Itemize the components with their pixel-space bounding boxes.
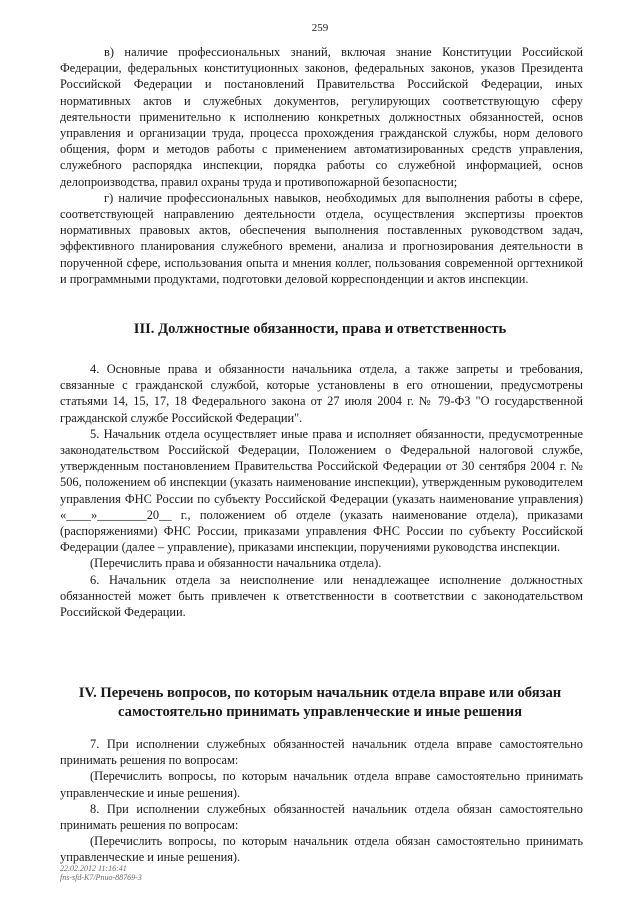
section-4-heading-line1: IV. Перечень вопросов, по которым начальник отдела вправе или обязан — [78, 685, 562, 701]
paragraph-7-note: (Перечислить вопросы, по которым начальник отдела вправе самостоятельно принимать управленческие и иные решения). — [60, 769, 583, 800]
footer-timestamp: 22.02.2012 11:16:41 — [60, 864, 127, 873]
paragraph-skills: г) наличие профессиональных навыков, необходимых для выполнения работы в сфере, соответствующей направлению деятельности отдела, осуществления экспертизы проектов нормативных правовых актов, обеспечения выполнения поставленных руководством задач, эффективного планирования служебного времени, анализа и прогнозирования деятельности в порученной сфере, использования опыта и мнения коллег, пользования современной оргтехникой и программными продуктами, подготовки деловой корреспонденции и актов инспекции. — [60, 190, 583, 286]
paragraph-8: 8. При исполнении служебных обязанностей начальник отдела обязан самостоятельно принимать решения по вопросам: — [60, 801, 583, 833]
paragraph-7: 7. При исполнении служебных обязанностей начальник отдела вправе самостоятельно принимать решения по вопросам: — [60, 737, 583, 768]
footer-document-id: fns-sfd-K7/Pnuo-88769-3 — [60, 873, 142, 882]
paragraph-5: 5. Начальник отдела осуществляет иные права и исполняет обязанности, предусмотренные законодательством Российской Федерации, Положением о Федеральной налоговой службе, утвержденным постановлением Правительства Российской Федерации от 30 сентября 2004 г. № 506, положением об инспекции (указать наименование инспекции), утвержденным руководителем управления ФНС России по субъекту Российской Федерации (указать наименование управления) «____»________20__ г., положением об отделе (указать наименование отдела), приказами (распоряжениями) ФНС России, приказами управления ФНС России по субъекту Российской Федерации (далее – управление), приказами инспекции, поручениями руководства инспекции. — [60, 426, 583, 555]
page-number: 259 — [311, 22, 329, 34]
section-4-heading-line2: самостоятельно принимать управленческие и иные решения — [118, 704, 522, 720]
section-4-body — [60, 736, 583, 866]
paragraph-4: 4. Основные права и обязанности начальника отдела, а также запреты и требования, связанные с гражданской службой, которые установлены в его отношении, предусмотрены статьями 14, 15, 17, 18 Федерального закона от 27 июля 2004 г. № 79-ФЗ "О государственной гражданской службе Российской Федерации". — [60, 362, 583, 425]
qualification-requirements — [60, 44, 583, 287]
paragraph-6: 6. Начальник отдела за неисполнение или ненадлежащее исполнение должностных обязанностей может быть привлечен к ответственности в соответствии с законодательством Российской Федерации. — [60, 572, 583, 620]
section-3-heading: III. Должностные обязанности, права и ответственность — [133, 321, 507, 337]
document-footer — [60, 864, 142, 882]
section-3-body — [60, 361, 583, 620]
section-4-heading — [40, 684, 600, 722]
paragraph-knowledge: в) наличие профессиональных знаний, включая знание Конституции Российской Федерации, федеральных конституционных законов, федеральных законов, указов Президента Российской Федерации и постановлений Правительства Российской Федерации, иных нормативных актов и служебных документов, регулирующих соответствующую сферу деятельности применительно к исполнению конкретных должностных обязанностей, основ управления и организации труда, процесса прохождения гражданской службы, норм делового общения, форм и методов работы с применением автоматизированных средств управления, служебного распорядка инспекции, порядка работы со служебной информацией, основ делопроизводства, правил охраны труда и противопожарной безопасности; — [60, 45, 583, 189]
paragraph-5-note: (Перечислить права и обязанности начальника отдела). — [90, 556, 382, 571]
paragraph-8-note: (Перечислить вопросы, по которым начальник отдела обязан самостоятельно принимать управленческие и иные решения). — [60, 834, 583, 865]
